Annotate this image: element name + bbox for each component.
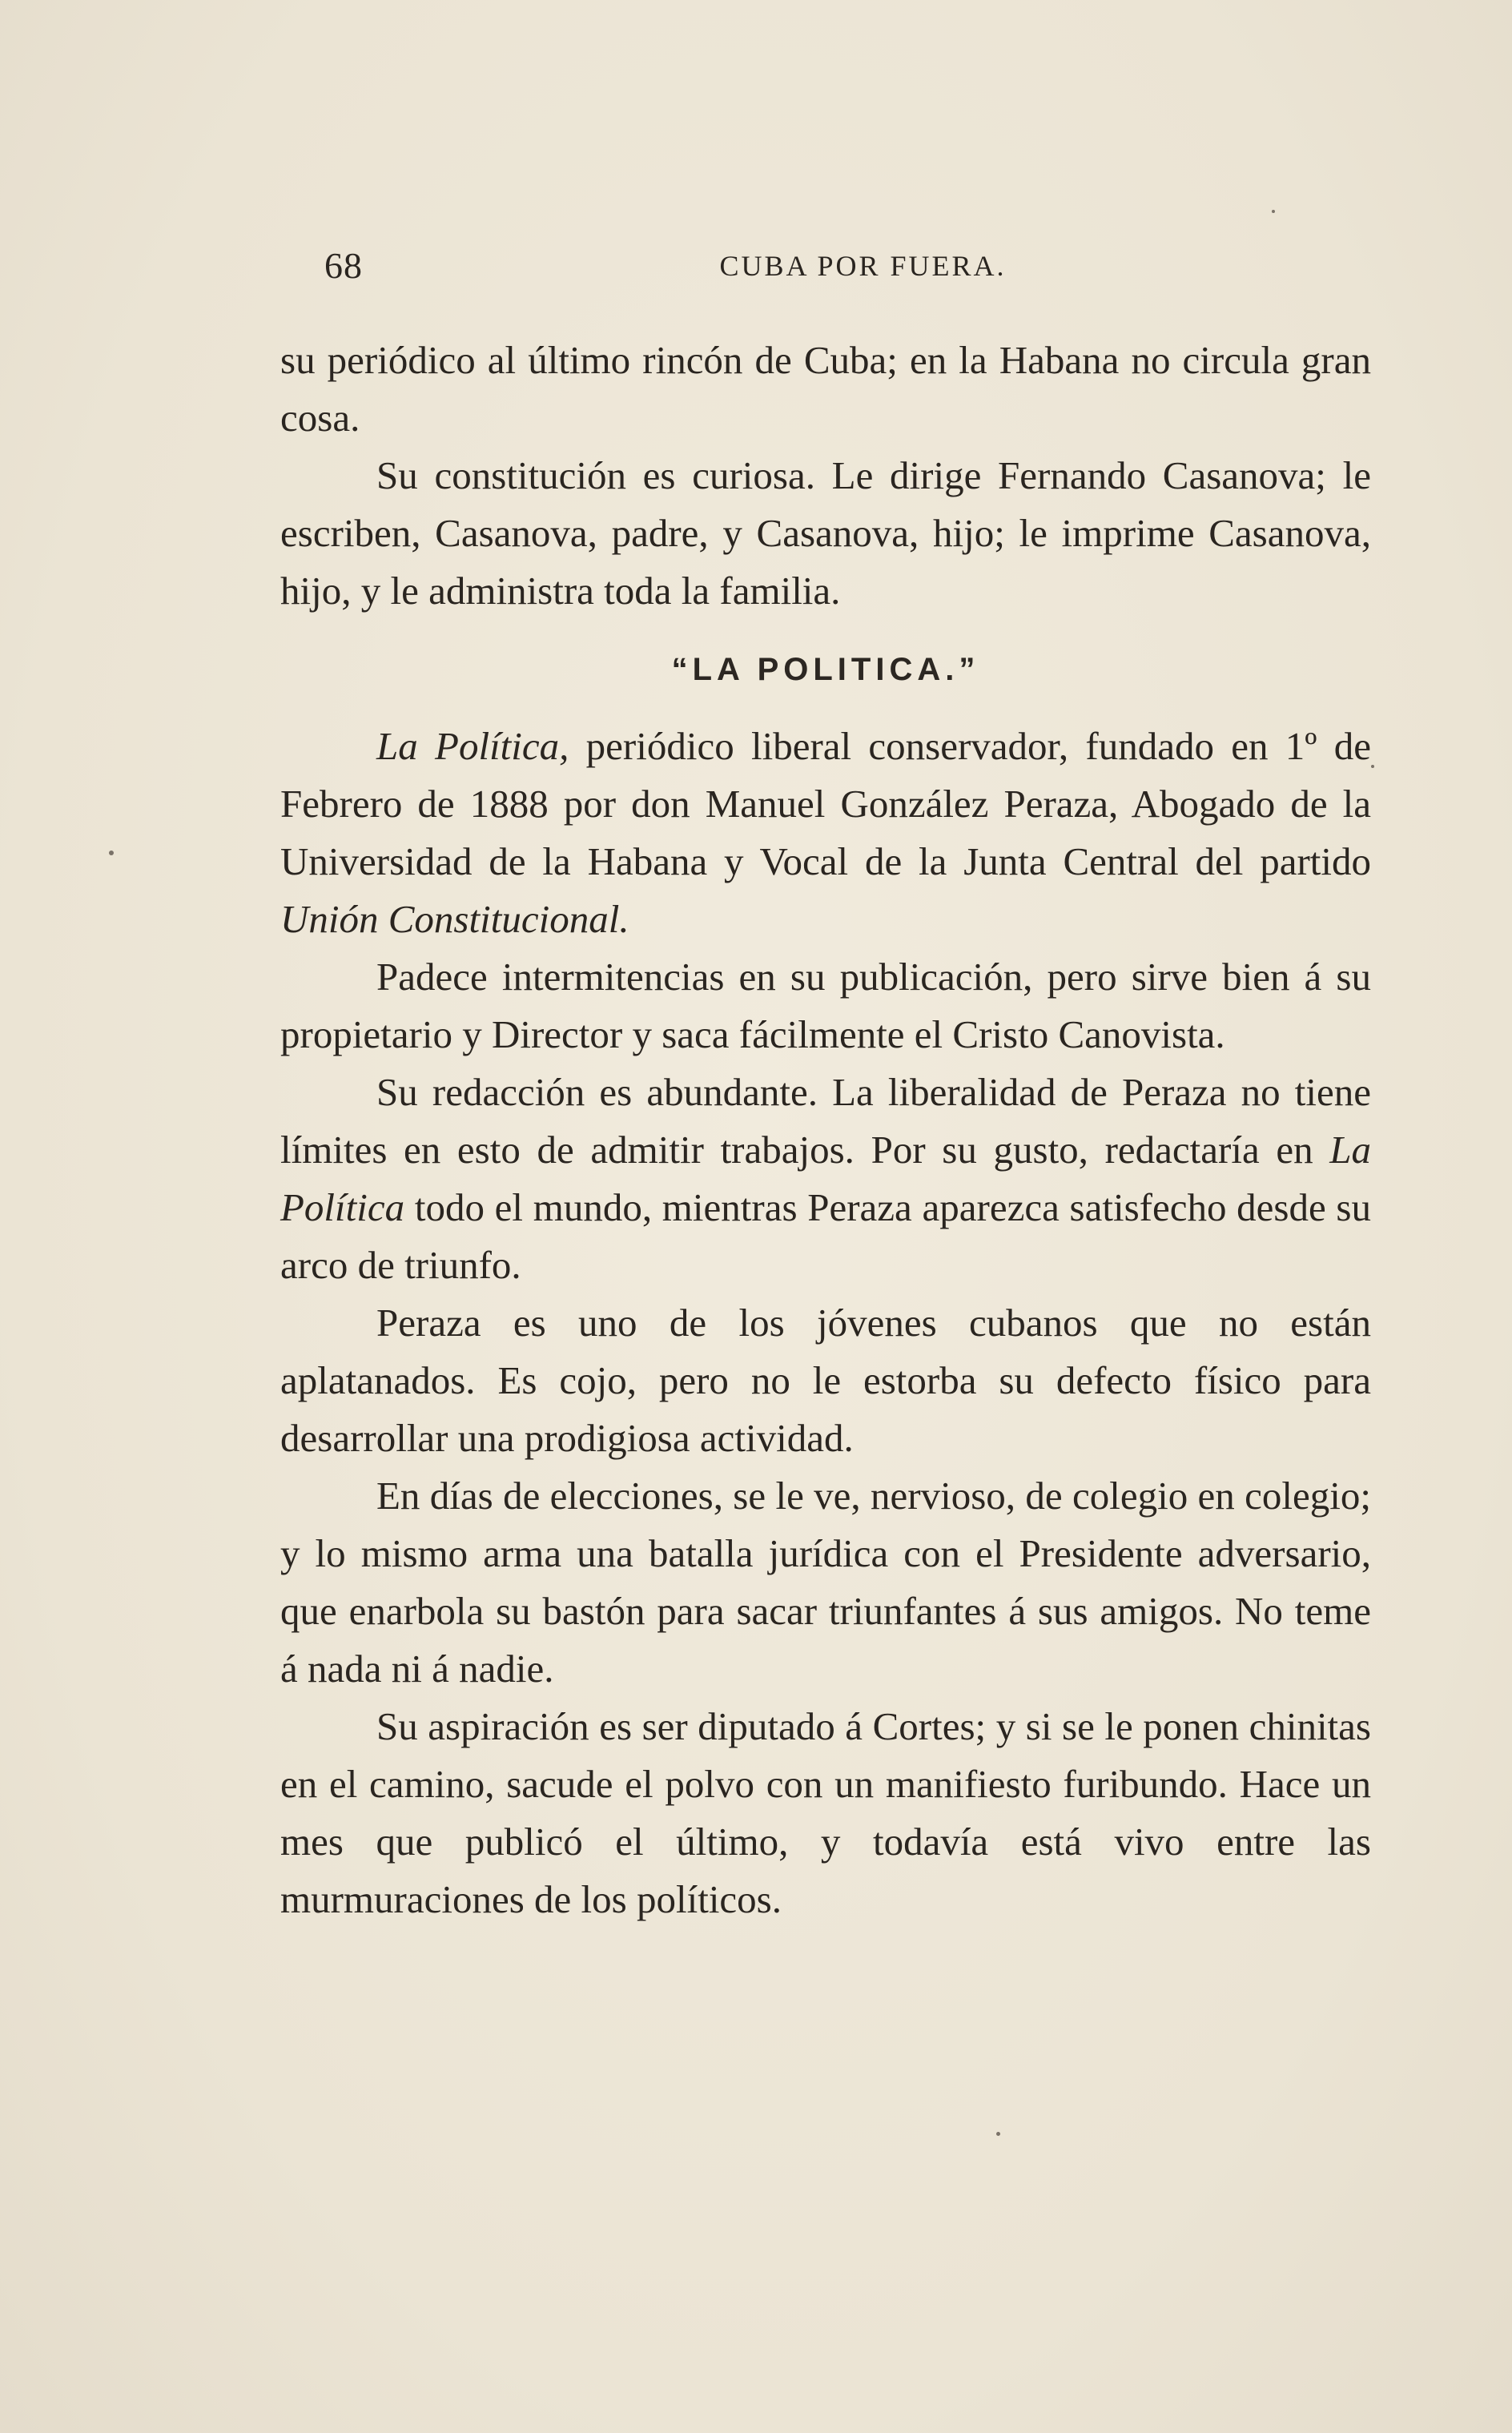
page-number: 68	[324, 245, 363, 286]
section-heading: “LA POLITICA.”	[671, 652, 980, 687]
paper-speck	[1371, 765, 1374, 768]
paper-speck	[996, 2132, 1000, 2136]
intro-text: periódico liberal conservador, fundado en 1º de Febrero de 1888 por don Manuel González Peraza, Abogado de la Universidad de la Habana y Vocal de la Junta Central del partido	[280, 724, 1371, 883]
paper-speck	[109, 851, 114, 855]
paragraph-aspiration: Su aspiración es ser diputado á Cortes; y si se le ponen chinitas en el camino, sacude el polvo con un manifiesto furibundo. Hace un mes que publicó el último, y todavía está vivo entre las murmuraciones de los políticos.	[280, 1704, 1371, 1921]
paragraph-redaction	[280, 1064, 1371, 1294]
running-title: CUBA POR FUERA.	[719, 250, 1007, 282]
paragraph-publication: Padece intermitencias en su publicación, pero sirve bien á su propietario y Director y saca fácilmente el Cristo Canovista.	[280, 955, 1371, 1056]
paragraph-peraza: Peraza es uno de los jóvenes cubanos que no están aplatanados. Es cojo, pero no le estorba su defecto físico para desarrollar una prodigiosa actividad.	[280, 1301, 1371, 1460]
redaction-text-after: todo el mundo, mientras Peraza aparezca satisfecho desde su arco de triunfo.	[280, 1185, 1371, 1287]
newspaper-title-inline: La Política	[280, 1128, 1371, 1229]
paragraph-continuation: su periódico al último rincón de Cuba; en la Habana no circula gran cosa.	[280, 338, 1371, 440]
page-body	[280, 332, 1371, 1928]
paragraph-la-politica-intro	[280, 718, 1371, 948]
newspaper-title: La Política,	[376, 724, 569, 768]
paragraph-constitution: Su constitución es curiosa. Le dirige Fernando Casanova; le escriben, Casanova, padre, y Casanova, hijo; le imprime Casanova, hijo, y le administra toda la familia.	[280, 453, 1371, 613]
paragraph-elections: En días de elecciones, se le ve, nervioso, de colegio en colegio; y lo mismo arma una batalla jurídica con el Presidente adversario, que enarbola su bastón para sacar triunfantes á sus amigos. No teme á nada ni á nadie.	[280, 1474, 1371, 1691]
paper-speck	[1272, 210, 1275, 213]
redaction-text-before: Su redacción es abundante. La liberalidad de Peraza no tiene límites en esto de admitir trabajos. Por su gusto, redactaría en	[280, 1070, 1371, 1172]
party-name: Unión Constitucional.	[280, 897, 629, 941]
page-header	[324, 244, 1401, 292]
